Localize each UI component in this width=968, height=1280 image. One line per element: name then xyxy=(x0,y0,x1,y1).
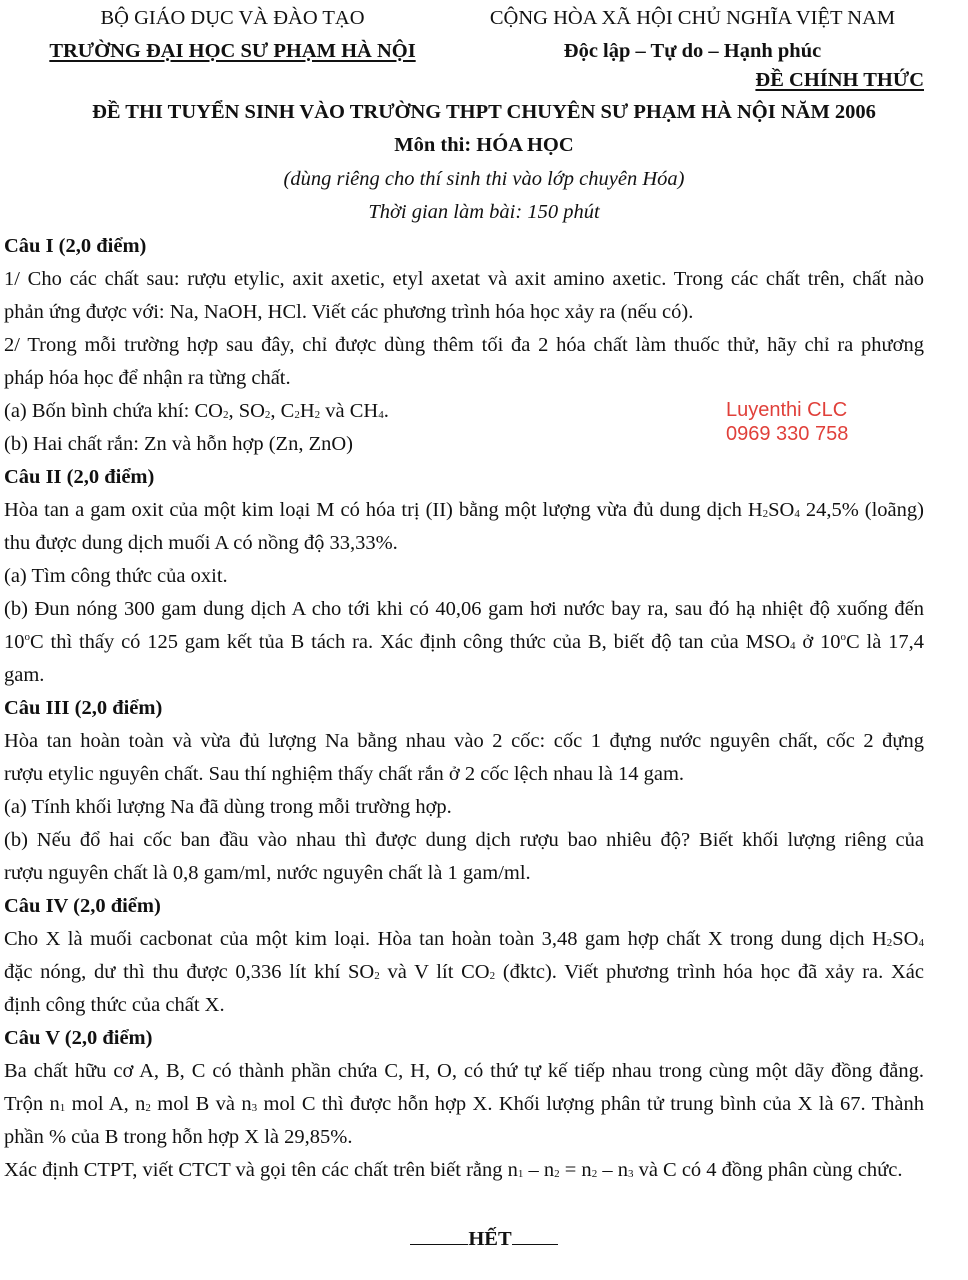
q5-heading: Câu V (2,0 điểm) xyxy=(4,1027,153,1049)
q3-part-a: (a) Tính khối lượng Na đã dùng trong mỗi trường hợp. xyxy=(4,796,452,818)
q3-line2: rượu etylic nguyên chất. Sau thí nghiệm thấy chất rắn ở 2 cốc lệch nhau là 14 gam. xyxy=(4,763,685,785)
q4-line1: Cho X là muối cacbonat của một kim loại. Hòa tan hoàn toàn 3,48 gam hợp chất X trong dung dịch $H_2SO_4$ xyxy=(4,928,924,950)
q2-part-b-line1: (b) Đun nóng 300 gam dung dịch A cho tới khi có 40,06 gam hơi nước bay ra, sau đó hạ nhiệt độ xuống đến xyxy=(4,598,924,620)
q1-p2-line2: pháp hóa học để nhận ra từng chất. xyxy=(4,367,291,389)
q3-line1: Hòa tan hoàn toàn và vừa đủ lượng Na bằng nhau vào 2 cốc: cốc 1 đựng nước nguyên chất, cốc 2 đựng xyxy=(4,730,924,752)
exam-title: ĐỀ THI TUYỂN SINH VÀO TRƯỜNG THPT CHUYÊN SƯ PHẠM HÀ NỘI NĂM 2006 xyxy=(92,101,876,123)
q4-line2: đặc nóng, dư thì thu được 0,336 lít khí $SO_2$ và V lít $CO_2$ (đktc). Viết phương trình hóa học đã xảy ra. Xác xyxy=(4,961,924,983)
q2-line1: Hòa tan a gam oxit của một kim loại M có hóa trị (II) bằng một lượng vừa đủ dung dịch $H_2SO_4$ 24,5% (loãng) xyxy=(4,499,924,521)
motto: Độc lập – Tự do – Hạnh phúc xyxy=(563,40,822,62)
q3-heading: Câu III (2,0 điểm) xyxy=(4,697,163,719)
university-name: TRƯỜNG ĐẠI HỌC SƯ PHẠM HÀ NỘI xyxy=(49,40,416,62)
q2-part-b-line2: 10$^o$C thì thấy có 125 gam kết tủa B tách ra. Xác định công thức của B, biết độ tan của $MSO_4$ ở 10$^o$C là 17,4 xyxy=(4,631,924,653)
official-stamp-text: ĐỀ CHÍNH THỨC xyxy=(755,69,924,91)
q5-line4: Xác định CTPT, viết CTCT và gọi tên các chất trên biết rằng $n_1 - n_2 = n_2 - n_3$ và C có 4 đồng phân cùng chức. xyxy=(4,1159,903,1181)
end-text: HẾT xyxy=(468,1228,512,1250)
q1-p1-line1: 1/ Cho các chất sau: rượu etylic, axit axetic, etyl axetat và axit amino axetic. Trong các chất trên, chất nào xyxy=(4,268,924,290)
q5-line3: phần % của B trong hỗn hợp X là 29,85%. xyxy=(4,1126,353,1148)
q2-heading: Câu II (2,0 điểm) xyxy=(4,466,155,488)
q1-heading: Câu I (2,0 điểm) xyxy=(4,235,147,257)
q5-line2: Trộn $n_1$ mol A, $n_2$ mol B và $n_3$ mol C thì được hỗn hợp X. Khối lượng phân tử trung bình của X là 67. Thành xyxy=(4,1093,924,1115)
q2-line2: thu được dung dịch muối A có nồng độ 33,33%. xyxy=(4,532,398,554)
q1-part-b: (b) Hai chất rắn: Zn và hỗn hợp (Zn, ZnO) xyxy=(4,433,353,455)
q2-part-a: (a) Tìm công thức của oxit. xyxy=(4,565,228,587)
q1-part-a: (a) Bốn bình chứa khí: $CO_2$, $SO_2$, $C_2H_2$ và $CH_4$. xyxy=(4,400,389,422)
watermark-line2: 0969 330 758 xyxy=(726,423,849,445)
watermark-line1: Luyenthi CLC xyxy=(726,399,848,421)
q2-part-b-line3: gam. xyxy=(4,664,45,686)
country-name: CỘNG HÒA XÃ HỘI CHỦ NGHĨA VIỆT NAM xyxy=(489,7,896,29)
ministry-name: BỘ GIÁO DỤC VÀ ĐÀO TẠO xyxy=(100,7,365,29)
q1-p1-line2: phản ứng được với: Na, NaOH, HCl. Viết các phương trình hóa học xảy ra (nếu có). xyxy=(4,301,694,323)
q3-part-b-line1: (b) Nếu đổ hai cốc ban đầu vào nhau thì được dung dịch rượu bao nhiêu độ? Biết khối lượng riêng của xyxy=(4,829,924,851)
q3-part-b-line2: rượu nguyên chất là 0,8 gam/ml, nước nguyên chất là 1 gam/ml. xyxy=(4,862,531,884)
header-left xyxy=(40,2,425,68)
q4-line3: định công thức của chất X. xyxy=(4,994,225,1016)
q5-line1: Ba chất hữu cơ A, B, C có thành phần chứa C, H, O, có thứ tự kế tiếp nhau trong cùng một dãy đồng đẳng. xyxy=(4,1060,924,1082)
end-rule-right xyxy=(512,1226,558,1245)
exam-subject: Môn thi: HÓA HỌC xyxy=(394,134,574,156)
exam-body xyxy=(4,230,924,1187)
end-rule-left xyxy=(410,1226,468,1245)
header-right xyxy=(470,2,915,68)
exam-note: (dùng riêng cho thí sinh thi vào lớp chuyên Hóa) xyxy=(283,168,685,190)
end-marker xyxy=(0,1226,968,1251)
q1-p2-line1: 2/ Trong mỗi trường hợp sau đây, chỉ được dùng thêm tối đa 2 hóa chất làm thuốc thử, hãy chỉ ra phương xyxy=(4,334,924,356)
q4-heading: Câu IV (2,0 điểm) xyxy=(4,895,161,917)
exam-time: Thời gian làm bài: 150 phút xyxy=(368,201,600,223)
